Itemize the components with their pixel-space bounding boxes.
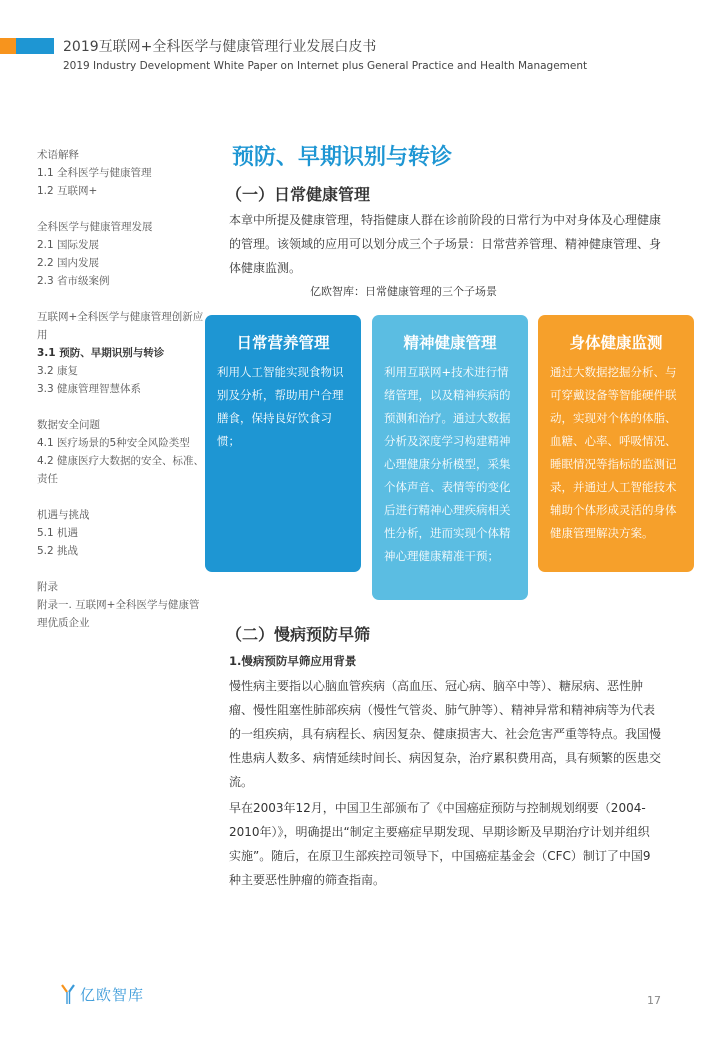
card-title: 精神健康管理 [403, 334, 497, 352]
toc-item[interactable]: 3.2 康复 [37, 365, 79, 377]
toc-item[interactable]: 数据安全问题 [37, 419, 100, 431]
toc-item[interactable]: 附录一. 互联网+全科医学与健康管理优质企业 [37, 599, 200, 629]
header-color-bar [0, 38, 54, 54]
toc-item[interactable]: 2.3 省市级案例 [37, 275, 110, 287]
toc-group-1 [37, 146, 207, 200]
toc-item[interactable]: 5.2 挑战 [37, 545, 79, 557]
card-mental-health-management [372, 315, 528, 600]
toc-group-2 [37, 218, 207, 290]
section1-paragraph: 本章中所提及健康管理，特指健康人群在诊前阶段的日常行为中对身体及心理健康的管理。该领域的应用可以划分成三个子场景：日常营养管理、精神健康管理、身体健康监测。 [229, 213, 662, 275]
toc-item[interactable]: 机遇与挑战 [37, 509, 90, 521]
toc-item[interactable]: 1.2 互联网+ [37, 185, 98, 197]
card-physical-health-monitoring [538, 315, 694, 572]
toc-group-6 [37, 578, 207, 632]
section2-paragraph-2: 早在2003年12月，中国卫生部颁布了《中国癌症预防与控制规划纲要（2004-2010年）》，明确提出“制定主要癌症早期发现、早期诊断及早期治疗计划并组织实施”。随后，在原卫生部疾控司领导下，中国癌症基金会（CFC）制订了中国9种主要恶性肿瘤的筛查指南。 [229, 801, 651, 887]
section2-paragraph-1: 慢性病主要指以心脑血管疾病（高血压、冠心病、脑卒中等）、糖尿病、恶性肿瘤、慢性阻塞性肺部疾病（慢性气管炎、肺气肿等）、精神异常和精神病等为代表的一组疾病，具有病程长、病因复杂、健康损害大、社会危害严重等特点。我国慢性患病人数多、病情延续时间长、病因复杂，治疗累积费用高，具有频繁的医患交流。 [229, 679, 662, 789]
page-number: 17 [647, 994, 661, 1007]
toc-item[interactable]: 4.1 医疗场景的5种安全风险类型 [37, 437, 190, 449]
yiou-logo-icon [60, 983, 76, 1005]
toc-item[interactable]: 4.2 健康医疗大数据的安全、标准、责任 [37, 455, 205, 485]
footer-logo [60, 983, 144, 1005]
toc-item[interactable]: 2.1 国际发展 [37, 239, 100, 251]
card-title: 日常营养管理 [236, 334, 330, 352]
toc-item[interactable]: 3.3 健康管理智慧体系 [37, 383, 142, 395]
toc-item[interactable]: 5.1 机遇 [37, 527, 79, 539]
page-title: 预防、早期识别与转诊 [232, 145, 453, 170]
figure-caption: 亿欧智库：日常健康管理的三个子场景 [310, 285, 497, 298]
header-title-en: 2019 Industry Development White Paper on Internet plus General Practice and Health Management [63, 60, 588, 72]
card-title: 身体健康监测 [569, 334, 663, 352]
toc-item[interactable]: 全科医学与健康管理发展 [37, 221, 153, 233]
toc-group-5 [37, 506, 207, 560]
toc-item[interactable]: 1.1 全科医学与健康管理 [37, 167, 152, 179]
logo-text: 亿欧智库 [80, 985, 145, 1004]
header-title-cn: 2019互联网+全科医学与健康管理行业发展白皮书 [63, 39, 377, 55]
toc-item-active[interactable]: 3.1 预防、早期识别与转诊 [37, 347, 165, 359]
toc-group-3 [37, 308, 207, 398]
section2-subheading: 1.慢病预防早筛应用背景 [229, 654, 357, 668]
toc-item[interactable]: 2.2 国内发展 [37, 257, 100, 269]
table-of-contents [37, 146, 207, 650]
card-body: 利用人工智能实现食物识别及分析，帮助用户合理膳食，保持良好饮食习惯； [217, 365, 344, 448]
section1-heading: （一）日常健康管理 [226, 185, 371, 204]
toc-item[interactable]: 互联网+全科医学与健康管理创新应用 [37, 311, 204, 341]
toc-item[interactable]: 附录 [37, 581, 58, 593]
toc-group-4 [37, 416, 207, 488]
header-orange-block [0, 38, 16, 54]
header-blue-block [16, 38, 54, 54]
toc-item[interactable]: 术语解释 [37, 149, 79, 161]
card-body: 利用互联网+技术进行情绪管理，以及精神疾病的预测和治疗。通过大数据分析及深度学习构建精神心理健康分析模型，采集个体声音、表情等的变化后进行精神心理疾病相关性分析，进而实现个体精神心理健康精准干预； [384, 365, 511, 563]
card-nutrition-management [205, 315, 361, 572]
card-body: 通过大数据挖掘分析、与可穿戴设备等智能硬件联动，实现对个体的体脂、血糖、心率、呼吸情况、睡眠情况等指标的监测记录，并通过人工智能技术辅助个体形成灵活的身体健康管理解决方案。 [550, 365, 677, 540]
section2-heading: （二）慢病预防早筛 [226, 625, 371, 644]
